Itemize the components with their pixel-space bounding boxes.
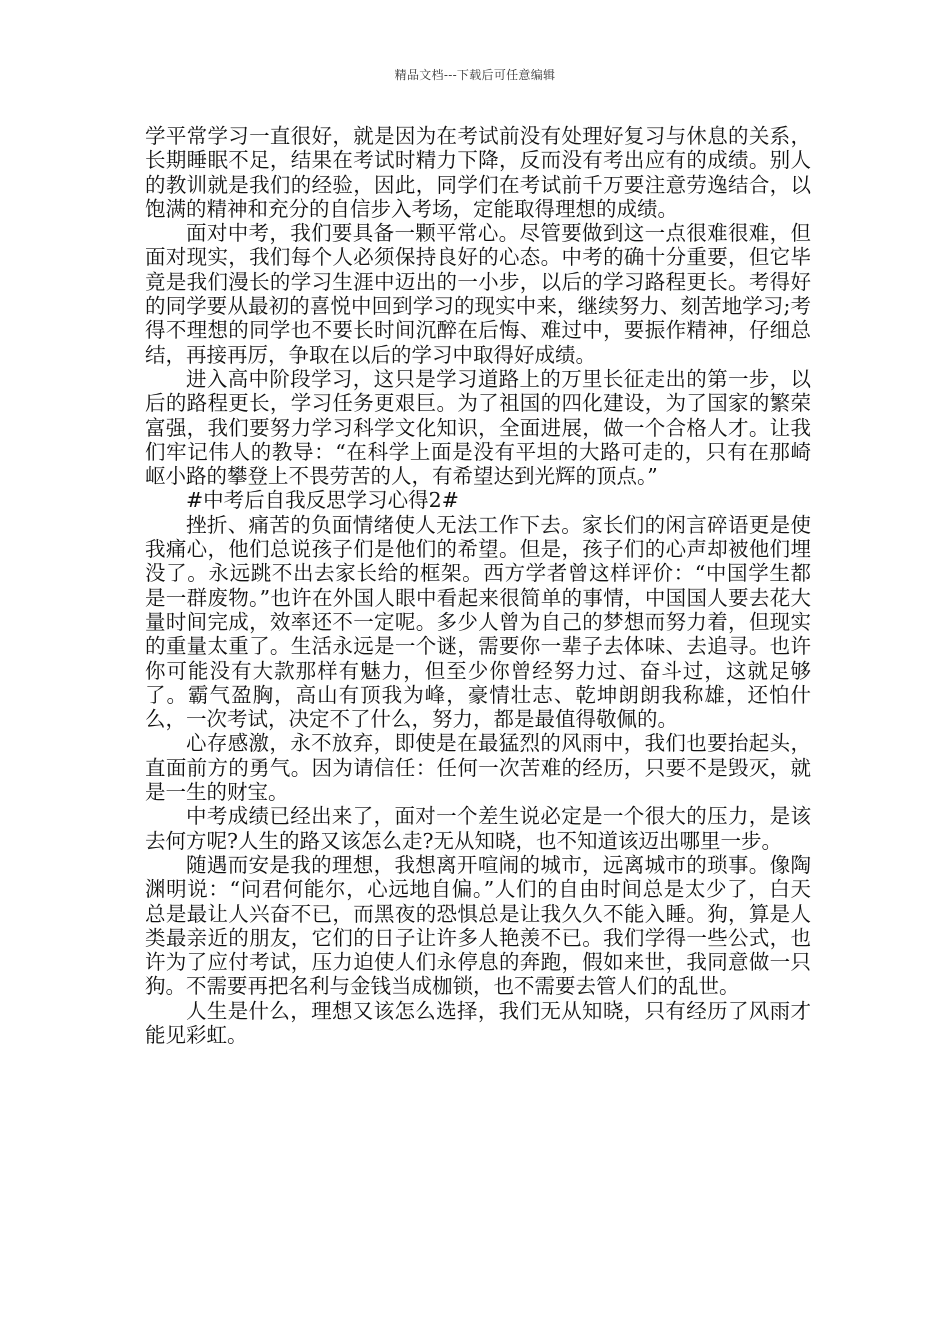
- paragraph: 挫折、痛苦的负面情绪使人无法工作下去。家长们的闲言碎语更是使我痛心，他们总说孩子们是他们的希望。但是，孩子们的心声却被他们埋没了。永远跳不出去家长给的框架。西方学者曾这样评价：“中国学生都是一群废物。”也许在外国人眼中看起来很简单的事情，中国国人要去花大量时间完成，效率还不一定呢。多少人曾为自己的梦想而努力着，但现实的重量太重了。生活永远是一个谜，需要你一辈子去体味、去追寻。也许你可能没有大款那样有魅力，但至少你曾经努力过、奋斗过，这就足够了。霸气盈胸，高山有顶我为峰，豪情壮志、乾坤朗朗我称雄，还怕什么，一次考试，决定不了什么，努力，都是最值得敬佩的。: [145, 512, 811, 732]
- paragraph: 人生是什么，理想又该怎么选择，我们无从知晓，只有经历了风雨才能见彩虹。: [145, 998, 811, 1047]
- paragraph: 中考成绩已经出来了，面对一个差生说必定是一个很大的压力，是该去何方呢?人生的路又该怎么走?无从知晓，也不知道该迈出哪里一步。: [145, 804, 811, 853]
- paragraph: 面对中考，我们要具备一颗平常心。尽管要做到这一点很难很难，但面对现实，我们每个人必须保持良好的心态。中考的确十分重要，但它毕竟是我们漫长的学习生涯中迈出的一小步，以后的学习路程更长。考得好的同学要从最初的喜悦中回到学习的现实中来，继续努力、刻苦地学习;考得不理想的同学也不要长时间沉醉在后悔、难过中，要振作精神，仔细总结，再接再厉，争取在以后的学习中取得好成绩。: [145, 221, 811, 367]
- paragraph: 心存感激，永不放弃，即使是在最猛烈的风雨中，我们也要抬起头，直面前方的勇气。因为请信任：任何一次苦难的经历，只要不是毁灭，就是一生的财宝。: [145, 731, 811, 805]
- section-heading: #中考后自我反思学习心得2#: [186, 488, 459, 513]
- running-header: 精品文档---下载后可任意编辑: [394, 68, 556, 82]
- paragraph: 进入高中阶段学习，这只是学习道路上的万里长征走出的第一步，以后的路程更长，学习任务更艰巨。为了祖国的四化建设，为了国家的繁荣富强，我们要努力学习科学文化知识，全面进展，做一个合格人才。让我们牢记伟人的教导：“在科学上面是没有平坦的大路可走的，只有在那崎岖小路的攀登上不畏劳苦的人，有希望达到光辉的顶点。”: [145, 366, 811, 489]
- document-body: [145, 124, 811, 1047]
- paragraph-continued: 学平常学习一直很好，就是因为在考试前没有处理好复习与休息的关系，长期睡眠不足，结果在考试时精力下降，反而没有考出应有的成绩。别人的教训就是我们的经验，因此，同学们在考试前千万要注意劳逸结合，以饱满的精神和充分的自信步入考场，定能取得理想的成绩。: [145, 124, 811, 221]
- paragraph: 随遇而安是我的理想，我想离开喧闹的城市，远离城市的琐事。像陶渊明说：“问君何能尔，心远地自偏。”人们的自由时间总是太少了，白天总是最让人兴奋不已，而黑夜的恐惧总是让我久久不能入睡。狗，算是人类最亲近的朋友，它们的日子让许多人艳羡不已。我们学得一些公式，也许为了应付考试，压力迫使人们永停息的奔跑，假如来世，我同意做一只狗。不需要再把名利与金钱当成枷锁，也不需要去管人们的乱世。: [145, 852, 811, 999]
